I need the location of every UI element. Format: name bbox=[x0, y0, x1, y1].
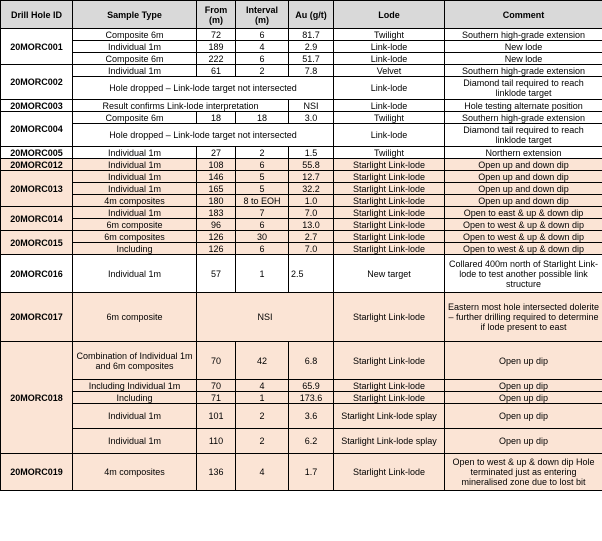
table-row bbox=[1, 429, 602, 454]
au-cell: 3.6 bbox=[289, 404, 334, 429]
interval-cell: 6 bbox=[236, 243, 289, 255]
lode-cell: Link-lode bbox=[334, 53, 445, 65]
lode-cell: Starlight Link-lode bbox=[334, 171, 445, 183]
header-comment: Comment bbox=[445, 1, 602, 29]
table-row bbox=[1, 380, 602, 392]
comment-cell: Diamond tail required to reach linklode target bbox=[445, 124, 602, 147]
au-cell: 7.0 bbox=[289, 207, 334, 219]
au-cell: 51.7 bbox=[289, 53, 334, 65]
au-cell: 12.7 bbox=[289, 171, 334, 183]
from-cell: 183 bbox=[197, 207, 236, 219]
sample-type-cell: 4m composites bbox=[73, 195, 197, 207]
lode-cell: Starlight Link-lode bbox=[334, 392, 445, 404]
sample-type-cell: 6m composites bbox=[73, 231, 197, 243]
sample-type-cell: Individual 1m bbox=[73, 207, 197, 219]
from-cell: 110 bbox=[197, 429, 236, 454]
merged-note-cell: Result confirms Link-lode interpretation bbox=[73, 100, 289, 112]
comment-cell: Southern high-grade extension bbox=[445, 29, 602, 41]
comment-cell: Northern extension bbox=[445, 147, 602, 159]
table-row bbox=[1, 293, 602, 342]
lode-cell: Starlight Link-lode splay bbox=[334, 404, 445, 429]
lode-cell: Starlight Link-lode bbox=[334, 183, 445, 195]
comment-cell: Open up dip bbox=[445, 404, 602, 429]
comment-cell: Open to west & up & down dip bbox=[445, 219, 602, 231]
header-sample-type: Sample Type bbox=[73, 1, 197, 29]
header-lode: Lode bbox=[334, 1, 445, 29]
sample-type-cell: Individual 1m bbox=[73, 429, 197, 454]
table-row bbox=[1, 255, 602, 293]
table-row bbox=[1, 392, 602, 404]
comment-cell: Open to west & up & down dip Hole terminated just as entering mineralised zone due to lost bit bbox=[445, 454, 602, 491]
interval-cell: 8 to EOH bbox=[236, 195, 289, 207]
comment-cell: Open up and down dip bbox=[445, 195, 602, 207]
sample-type-cell: Composite 6m bbox=[73, 53, 197, 65]
comment-cell: Open up dip bbox=[445, 380, 602, 392]
comment-cell: New lode bbox=[445, 53, 602, 65]
interval-cell: 2 bbox=[236, 404, 289, 429]
from-cell: 136 bbox=[197, 454, 236, 491]
au-cell: 2.5 bbox=[289, 255, 334, 293]
merged-note-cell: Hole dropped – Link-lode target not intersected bbox=[73, 124, 334, 147]
sample-type-cell: Individual 1m bbox=[73, 404, 197, 429]
table-row bbox=[1, 77, 602, 100]
au-cell: 32.2 bbox=[289, 183, 334, 195]
lode-cell: Velvet bbox=[334, 65, 445, 77]
au-cell: 7.0 bbox=[289, 243, 334, 255]
hole-id-cell: 20MORC015 bbox=[1, 231, 73, 255]
comment-cell: Southern high-grade extension bbox=[445, 112, 602, 124]
from-cell: 180 bbox=[197, 195, 236, 207]
sample-type-cell: 6m composite bbox=[73, 219, 197, 231]
au-cell: 65.9 bbox=[289, 380, 334, 392]
comment-cell: Open to west & up & down dip bbox=[445, 231, 602, 243]
interval-cell: 42 bbox=[236, 342, 289, 380]
sample-type-cell: Individual 1m bbox=[73, 171, 197, 183]
table-row bbox=[1, 195, 602, 207]
lode-cell: Link-lode bbox=[334, 100, 445, 112]
interval-cell: 5 bbox=[236, 171, 289, 183]
au-cell: 6.8 bbox=[289, 342, 334, 380]
hole-id-cell: 20MORC012 bbox=[1, 159, 73, 171]
interval-cell: 30 bbox=[236, 231, 289, 243]
from-cell: 126 bbox=[197, 231, 236, 243]
table-row bbox=[1, 29, 602, 41]
from-cell: 61 bbox=[197, 65, 236, 77]
table-row bbox=[1, 342, 602, 380]
hole-id-cell: 20MORC014 bbox=[1, 207, 73, 231]
table-row bbox=[1, 171, 602, 183]
sample-type-cell: Individual 1m bbox=[73, 183, 197, 195]
table-row bbox=[1, 147, 602, 159]
comment-cell: Open to east & up & down dip bbox=[445, 207, 602, 219]
header-interval: Interval (m) bbox=[236, 1, 289, 29]
hole-id-cell: 20MORC003 bbox=[1, 100, 73, 112]
hole-id-cell: 20MORC017 bbox=[1, 293, 73, 342]
comment-cell: Open to west & up & down dip bbox=[445, 243, 602, 255]
lode-cell: Starlight Link-lode bbox=[334, 293, 445, 342]
interval-cell: 2 bbox=[236, 147, 289, 159]
interval-cell: 1 bbox=[236, 392, 289, 404]
lode-cell: Starlight Link-lode bbox=[334, 342, 445, 380]
au-cell: 1.0 bbox=[289, 195, 334, 207]
lode-cell: Twilight bbox=[334, 112, 445, 124]
comment-cell: Open up and down dip bbox=[445, 171, 602, 183]
table-row bbox=[1, 219, 602, 231]
merged-note-cell: Hole dropped – Link-lode target not intersected bbox=[73, 77, 334, 100]
au-cell: 55.8 bbox=[289, 159, 334, 171]
table-row bbox=[1, 159, 602, 171]
sample-type-cell: Composite 6m bbox=[73, 112, 197, 124]
from-cell: 18 bbox=[197, 112, 236, 124]
lode-cell: Twilight bbox=[334, 29, 445, 41]
sample-type-cell: Including bbox=[73, 243, 197, 255]
interval-cell: 6 bbox=[236, 29, 289, 41]
from-cell: 70 bbox=[197, 342, 236, 380]
sample-type-cell: Including bbox=[73, 392, 197, 404]
sample-type-cell: Composite 6m bbox=[73, 29, 197, 41]
from-cell: 189 bbox=[197, 41, 236, 53]
header-from: From (m) bbox=[197, 1, 236, 29]
lode-cell: Link-lode bbox=[334, 41, 445, 53]
comment-cell: Open up and down dip bbox=[445, 159, 602, 171]
lode-cell: Starlight Link-lode bbox=[334, 243, 445, 255]
from-cell: 96 bbox=[197, 219, 236, 231]
lode-cell: Starlight Link-lode bbox=[334, 159, 445, 171]
interval-cell: 6 bbox=[236, 53, 289, 65]
from-cell: 165 bbox=[197, 183, 236, 195]
au-cell: 2.9 bbox=[289, 41, 334, 53]
hole-id-cell: 20MORC016 bbox=[1, 255, 73, 293]
comment-cell: Hole testing alternate position bbox=[445, 100, 602, 112]
au-cell: 6.2 bbox=[289, 429, 334, 454]
table-row bbox=[1, 100, 602, 112]
table-row bbox=[1, 124, 602, 147]
from-cell: 27 bbox=[197, 147, 236, 159]
interval-cell: 7 bbox=[236, 207, 289, 219]
lode-cell: Starlight Link-lode bbox=[334, 454, 445, 491]
interval-cell: 1 bbox=[236, 255, 289, 293]
comment-cell: Collared 400m north of Starlight Link-lode to test another possible link structure bbox=[445, 255, 602, 293]
sample-type-cell: Individual 1m bbox=[73, 255, 197, 293]
hole-id-cell: 20MORC013 bbox=[1, 171, 73, 207]
table-row bbox=[1, 41, 602, 53]
merged-nsi-cell: NSI bbox=[197, 293, 334, 342]
lode-cell: Starlight Link-lode bbox=[334, 231, 445, 243]
table-row bbox=[1, 53, 602, 65]
comment-cell: Open up dip bbox=[445, 429, 602, 454]
from-cell: 126 bbox=[197, 243, 236, 255]
comment-cell: Eastern most hole intersected dolerite – further drilling required to determine if lode present to east bbox=[445, 293, 602, 342]
table-row bbox=[1, 404, 602, 429]
hole-id-cell: 20MORC004 bbox=[1, 112, 73, 147]
lode-cell: Starlight Link-lode bbox=[334, 219, 445, 231]
header-au: Au (g/t) bbox=[289, 1, 334, 29]
hole-id-cell: 20MORC018 bbox=[1, 342, 73, 454]
interval-cell: 2 bbox=[236, 65, 289, 77]
sample-type-cell: Individual 1m bbox=[73, 147, 197, 159]
sample-type-cell: Including Individual 1m bbox=[73, 380, 197, 392]
header-row bbox=[1, 1, 602, 29]
sample-type-cell: 6m composite bbox=[73, 293, 197, 342]
lode-cell: Starlight Link-lode bbox=[334, 207, 445, 219]
au-cell: 81.7 bbox=[289, 29, 334, 41]
lode-cell: Link-lode bbox=[334, 124, 445, 147]
au-cell: 3.0 bbox=[289, 112, 334, 124]
hole-id-cell: 20MORC001 bbox=[1, 29, 73, 65]
from-cell: 72 bbox=[197, 29, 236, 41]
comment-cell: New lode bbox=[445, 41, 602, 53]
from-cell: 71 bbox=[197, 392, 236, 404]
sample-type-cell: Individual 1m bbox=[73, 159, 197, 171]
table-row bbox=[1, 112, 602, 124]
from-cell: 57 bbox=[197, 255, 236, 293]
interval-cell: 4 bbox=[236, 380, 289, 392]
interval-cell: 2 bbox=[236, 429, 289, 454]
from-cell: 101 bbox=[197, 404, 236, 429]
table-row bbox=[1, 65, 602, 77]
table-row bbox=[1, 183, 602, 195]
lode-cell: Starlight Link-lode bbox=[334, 380, 445, 392]
sample-type-cell: Combination of Individual 1m and 6m composites bbox=[73, 342, 197, 380]
interval-cell: 4 bbox=[236, 454, 289, 491]
header-hole-id: Drill Hole ID bbox=[1, 1, 73, 29]
comment-cell: Open up dip bbox=[445, 342, 602, 380]
table-row bbox=[1, 454, 602, 491]
interval-cell: 6 bbox=[236, 159, 289, 171]
hole-id-cell: 20MORC019 bbox=[1, 454, 73, 491]
interval-cell: 5 bbox=[236, 183, 289, 195]
comment-cell: Southern high-grade extension bbox=[445, 65, 602, 77]
from-cell: 146 bbox=[197, 171, 236, 183]
comment-cell: Open up and down dip bbox=[445, 183, 602, 195]
comment-cell: Open up dip bbox=[445, 392, 602, 404]
lode-cell: New target bbox=[334, 255, 445, 293]
interval-cell: 6 bbox=[236, 219, 289, 231]
lode-cell: Link-lode bbox=[334, 77, 445, 100]
au-cell: 13.0 bbox=[289, 219, 334, 231]
hole-id-cell: 20MORC002 bbox=[1, 65, 73, 100]
sample-type-cell: Individual 1m bbox=[73, 65, 197, 77]
interval-cell: 18 bbox=[236, 112, 289, 124]
au-cell: 173.6 bbox=[289, 392, 334, 404]
sample-type-cell: 4m composites bbox=[73, 454, 197, 491]
lode-cell: Starlight Link-lode splay bbox=[334, 429, 445, 454]
sample-type-cell: Individual 1m bbox=[73, 41, 197, 53]
comment-cell: Diamond tail required to reach linklode target bbox=[445, 77, 602, 100]
interval-cell: 4 bbox=[236, 41, 289, 53]
table-row bbox=[1, 243, 602, 255]
au-cell: NSI bbox=[289, 100, 334, 112]
au-cell: 1.5 bbox=[289, 147, 334, 159]
au-cell: 7.8 bbox=[289, 65, 334, 77]
au-cell: 2.7 bbox=[289, 231, 334, 243]
table-row bbox=[1, 207, 602, 219]
from-cell: 70 bbox=[197, 380, 236, 392]
hole-id-cell: 20MORC005 bbox=[1, 147, 73, 159]
from-cell: 108 bbox=[197, 159, 236, 171]
au-cell: 1.7 bbox=[289, 454, 334, 491]
lode-cell: Starlight Link-lode bbox=[334, 195, 445, 207]
table-row bbox=[1, 231, 602, 243]
from-cell: 222 bbox=[197, 53, 236, 65]
lode-cell: Twilight bbox=[334, 147, 445, 159]
